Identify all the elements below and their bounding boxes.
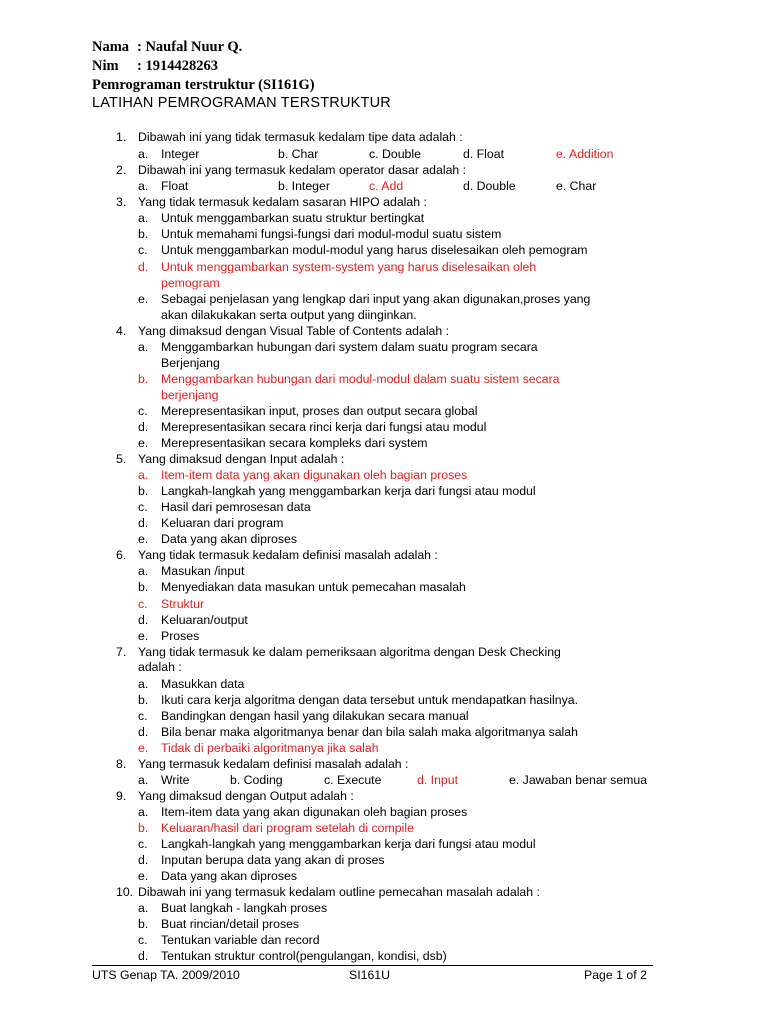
question-text: Yang tidak termasuk kedalam definisi masalah adalah : bbox=[138, 548, 438, 562]
nim-value: : 1914428263 bbox=[137, 58, 218, 74]
question-number: 1. bbox=[116, 130, 127, 144]
option-c-answer: c. Add bbox=[369, 179, 404, 193]
student-nim-line bbox=[92, 57, 218, 75]
question-3 bbox=[116, 194, 427, 210]
question-1 bbox=[116, 129, 463, 145]
option-a: a. Masukkan data bbox=[138, 677, 245, 691]
option-e: e. Data yang akan diproses bbox=[138, 532, 298, 546]
option-a: a. Untuk menggambarkan suatu struktur bertingkat bbox=[138, 211, 425, 225]
option-b-answer: b. Keluaran/hasil dari program setelah di compile bbox=[138, 821, 414, 835]
option-d-answer-cont: pemogram bbox=[161, 276, 220, 290]
option-a-cont: Berjenjang bbox=[161, 356, 220, 370]
option-letter: a. bbox=[138, 179, 149, 193]
option-b: b. Untuk memahami fungsi-fungsi dari modul-modul suatu sistem bbox=[138, 227, 502, 241]
question-5 bbox=[116, 451, 344, 467]
option-c: c. Tentukan variable dan record bbox=[138, 933, 320, 947]
option-a: Integer bbox=[161, 147, 200, 161]
student-name-line bbox=[92, 38, 242, 56]
option-c: c. Merepresentasikan input, proses dan output secara global bbox=[138, 404, 478, 418]
option-e-answer: e. Tidak di perbaiki algoritmanya jika salah bbox=[138, 741, 379, 755]
option-d: d. Keluaran/output bbox=[138, 613, 248, 627]
question-number: 6. bbox=[116, 548, 127, 562]
option-d: d. Merepresentasikan secara rinci kerja dari fungsi atau modul bbox=[138, 420, 487, 434]
option-a: a. Menggambarkan hubungan dari system dalam suatu program secara bbox=[138, 340, 538, 354]
option-c: c. Double bbox=[369, 147, 421, 161]
question-2 bbox=[116, 162, 466, 178]
option-e: e. Proses bbox=[138, 629, 200, 643]
option-d-answer: d. Input bbox=[417, 773, 459, 787]
option-c-answer: c. Struktur bbox=[138, 597, 205, 611]
question-text: Dibawah ini yang termasuk kedalam operator dasar adalah : bbox=[138, 163, 467, 177]
question-number: 9. bbox=[116, 789, 127, 803]
option-e-cont: akan dilakukakan serta output yang diinginkan. bbox=[161, 308, 417, 322]
option-b-answer-cont: berjenjang bbox=[161, 388, 219, 402]
option-b-answer: b. Menggambarkan hubungan dari modul-modul dalam suatu sistem secara bbox=[138, 372, 560, 386]
option-d: d. Double bbox=[463, 179, 516, 193]
option-a: a. Item-item data yang akan digunakan oleh bagian proses bbox=[138, 805, 468, 819]
question-number: 7. bbox=[116, 645, 127, 659]
option-d: d. Keluaran dari program bbox=[138, 516, 284, 530]
option-d-answer: d. Untuk menggambarkan system-system yang harus diselesaikan oleh bbox=[138, 260, 537, 274]
option-b: b. Langkah-langkah yang menggambarkan kerja dari fungsi atau modul bbox=[138, 484, 536, 498]
option-d: d. Bila benar maka algoritmanya benar dan bila salah maka algoritmanya salah bbox=[138, 725, 578, 739]
option-c: c. Langkah-langkah yang menggambarkan kerja dari fungsi atau modul bbox=[138, 837, 536, 851]
option-b: b. Coding bbox=[230, 773, 283, 787]
option-e: e. Merepresentasikan secara kompleks dari system bbox=[138, 436, 428, 450]
option-c: c. Hasil dari pemrosesan data bbox=[138, 500, 311, 514]
option-c: c. Bandingkan dengan hasil yang dilakukan secara manual bbox=[138, 709, 469, 723]
footer-divider bbox=[92, 965, 653, 966]
option-letter: a. bbox=[138, 147, 149, 161]
question-text: Yang termasuk kedalam definisi masalah adalah : bbox=[138, 757, 409, 771]
question-number: 5. bbox=[116, 452, 127, 466]
footer-page-number: Page 1 of 2 bbox=[584, 968, 647, 982]
question-text-cont: adalah : bbox=[138, 660, 182, 674]
option-b: b. Integer bbox=[278, 179, 330, 193]
question-10 bbox=[116, 884, 540, 900]
course-title: Pemrograman terstruktur (SI161G) bbox=[92, 77, 315, 93]
question-text: Dibawah ini yang tidak termasuk kedalam tipe data adalah : bbox=[138, 130, 463, 144]
question-number: 2. bbox=[116, 163, 127, 177]
question-text: Yang tidak termasuk ke dalam pemeriksaan algoritma dengan Desk Checking bbox=[138, 645, 561, 659]
name-value: : Naufal Nuur Q. bbox=[137, 39, 243, 55]
question-text: Yang dimaksud dengan Output adalah : bbox=[138, 789, 354, 803]
footer-exam-term: UTS Genap TA. 2009/2010 bbox=[92, 968, 240, 982]
option-b: b. Char bbox=[278, 147, 319, 161]
option-e-answer: e. Addition bbox=[556, 147, 614, 161]
nim-label: Nim bbox=[92, 58, 119, 74]
footer-course-code: SI161U bbox=[349, 968, 391, 982]
option-a: Write bbox=[161, 773, 190, 787]
option-d: d. Inputan berupa data yang akan di proses bbox=[138, 853, 385, 867]
question-text: Yang tidak termasuk kedalam sasaran HIPO adalah : bbox=[138, 195, 427, 209]
option-e: e. Char bbox=[556, 179, 597, 193]
question-text: Yang dimaksud dengan Input adalah : bbox=[138, 452, 345, 466]
question-text: Dibawah ini yang termasuk kedalam outline pemecahan masalah adalah : bbox=[138, 885, 540, 899]
option-e: e. Data yang akan diproses bbox=[138, 869, 298, 883]
name-label: Nama bbox=[92, 39, 130, 55]
option-a: a. Buat langkah - langkah proses bbox=[138, 901, 328, 915]
page-title: LATIHAN PEMROGRAMAN TERSTRUKTUR bbox=[92, 95, 391, 111]
option-e: e. Sebagai penjelasan yang lengkap dari input yang akan digunakan,proses yang bbox=[138, 292, 591, 306]
option-c: c. Untuk menggambarkan modul-modul yang harus diselesaikan oleh pemogram bbox=[138, 243, 588, 257]
option-e: e. Jawaban benar semua bbox=[509, 773, 648, 787]
question-4 bbox=[116, 323, 449, 339]
option-b: b. Buat rincian/detail proses bbox=[138, 917, 300, 931]
option-a: Float bbox=[161, 179, 189, 193]
question-number: 10. bbox=[116, 885, 134, 899]
question-number: 8. bbox=[116, 757, 127, 771]
option-a-answer: a. Item-item data yang akan digunakan oleh bagian proses bbox=[138, 468, 468, 482]
question-number: 3. bbox=[116, 195, 127, 209]
option-a: a. Masukan /input bbox=[138, 564, 245, 578]
question-9 bbox=[116, 788, 354, 804]
option-d: d. Float bbox=[463, 147, 505, 161]
question-text: Yang dimaksud dengan Visual Table of Contents adalah : bbox=[138, 324, 450, 338]
option-b: b. Ikuti cara kerja algoritma dengan data tersebut untuk mendapatkan hasilnya. bbox=[138, 693, 578, 707]
question-number: 4. bbox=[116, 324, 127, 338]
question-7 bbox=[116, 644, 561, 660]
option-d: d. Tentukan struktur control(pengulangan, kondisi, dsb) bbox=[138, 949, 447, 963]
question-8 bbox=[116, 756, 408, 772]
option-c: c. Execute bbox=[324, 773, 382, 787]
option-letter: a. bbox=[138, 773, 149, 787]
question-6 bbox=[116, 547, 438, 563]
option-b: b. Menyediakan data masukan untuk pemecahan masalah bbox=[138, 580, 466, 594]
